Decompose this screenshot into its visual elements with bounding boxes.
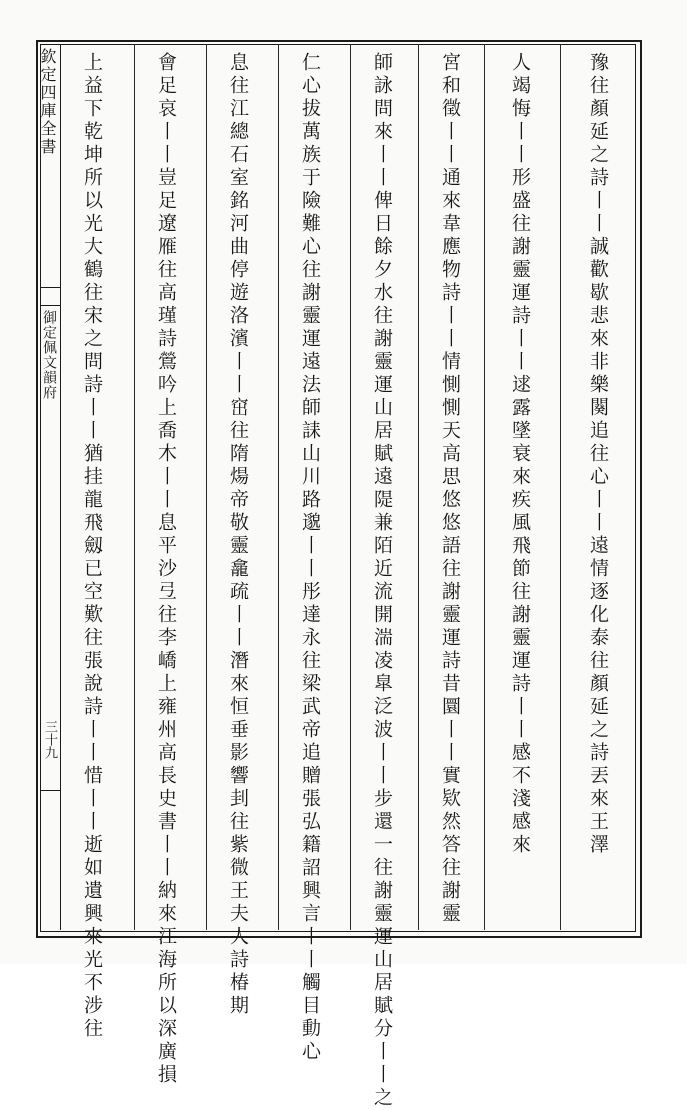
page-inner-border bbox=[40, 44, 636, 1110]
text-column: 宮和徵丨丨通來韋應物詩丨丨情惻惻天高思悠悠語往謝靈運詩昔圜丨丨實欵然答往謝靈 bbox=[439, 52, 461, 926]
page-number: 三十九 bbox=[42, 720, 57, 759]
text-column: 師詠問來丨丨俾日餘夕水往謝靈運山居賦遠隄兼陌近流開湍凌皐泛波丨丨步還一往謝靈運山居賦分丨丨之 bbox=[371, 52, 393, 1110]
column-rule bbox=[560, 44, 561, 930]
text-column: 會足哀丨丨豈足遼雁往高瑾詩鶯吟上喬木丨丨息平沙弖往李嶠上雍州高長史書丨丨納來江海所以深廣損 bbox=[155, 52, 177, 1087]
margin-divider bbox=[40, 287, 60, 288]
margin-divider bbox=[40, 790, 60, 791]
volume-title: 御定佩文韻府 bbox=[41, 310, 57, 400]
text-column: 豫往顏延之詩丨丨誠歡歇悲來非樂闋追往心丨丨遠情逐化泰往顏延之詩丟來王澤 bbox=[587, 52, 609, 857]
text-column: 息往江總石室銘河曲停遊洛濱丨丨窋往隋煬帝敬靈龕疏丨丨潛來恒垂影響刲往紫微王夫人詩椿期 bbox=[227, 52, 249, 1018]
text-column: 仁心拔萬族于險難心往謝靈運遠法師誄山川路邈丨丨彤達永往梁武帝追贈張弘籍詔興言丨丨觸目動心 bbox=[299, 52, 321, 1064]
column-rule bbox=[278, 44, 279, 930]
text-column: 人竭悔丨丨形盛往謝靈運詩丨丨逑露墜衰來疾風飛節往謝靈運詩丨丨感不淺感來 bbox=[509, 52, 531, 857]
column-rule bbox=[206, 44, 207, 930]
text-column: 上益下乾坤所以光大鶴往宋之問詩丨丨猶挂龍飛劔已空歎往張說詩丨丨惜丨丨逝如遺興來光不涉往 bbox=[81, 52, 103, 1041]
margin-divider bbox=[40, 305, 60, 306]
column-rule bbox=[418, 44, 419, 930]
column-rule bbox=[484, 44, 485, 930]
book-title: 欽定四庫全書 bbox=[38, 48, 57, 156]
margin-band bbox=[40, 44, 61, 930]
column-rule bbox=[350, 44, 351, 930]
column-rule bbox=[134, 44, 135, 930]
